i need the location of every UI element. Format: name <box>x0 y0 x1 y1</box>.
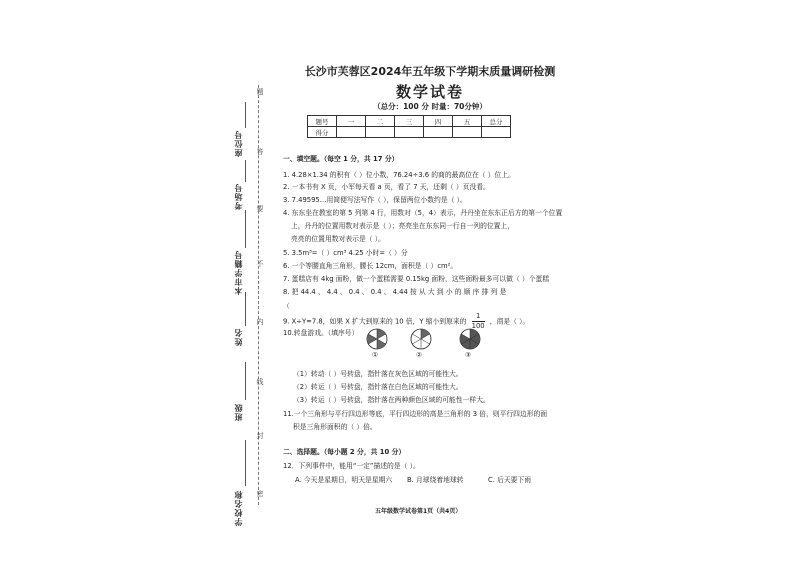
binding-mark: 密 <box>256 490 264 497</box>
binding-mark: 题 <box>256 88 264 95</box>
option-c: C. 后天要下雨 <box>488 476 532 484</box>
question-2: 2. 一本书有 X 页，小军每天看 a 页，看了 7 天，还剩（ ）页没看。 <box>283 183 490 191</box>
binding-mark: 封 <box>256 432 264 439</box>
binding-mark: 不 <box>256 260 264 267</box>
question-4-line1: 4. 东东坐在教室的第 5 列第 4 行，用数对（5，4）表示，丹丹坐在东东正后方的第一个位置 <box>283 209 563 217</box>
question-10: 10.转盘游戏。（填序号） <box>283 329 359 337</box>
question-8-line1: 8. 把 44.4 、 4.4̇ 、 0.4 、 0.4̇ 、 4.44 按 从 大 到 小 的 顺 序 排 列 是 <box>283 288 507 296</box>
question-8-line2: （ <box>283 302 290 310</box>
question-4-line3: 亮亮的位置用数对表示是（ ）。 <box>291 235 385 243</box>
binding-mark: 要 <box>256 205 264 212</box>
question-11-line2: 积是三角形面积的（ ）倍。 <box>293 423 377 431</box>
score-cell[interactable] <box>424 127 453 138</box>
question-9-text: 9. X÷Y=7.8，如果 X 扩大到原来的 10 倍，Y 缩小到原来的 <box>283 317 467 326</box>
score-table-header-row <box>308 116 511 127</box>
question-3: 3. 7.49595…用简便写法写作（ ），保留两位小数约是（ ）。 <box>283 196 467 204</box>
score-cell[interactable] <box>337 127 366 138</box>
option-b: B. 月球绕着地球转 <box>407 476 464 484</box>
school-id-line <box>245 210 246 248</box>
score-cell[interactable] <box>482 127 511 138</box>
score-cell[interactable] <box>395 127 424 138</box>
score-cell[interactable] <box>453 127 482 138</box>
question-12: 12．下列事件中，能用“一定”描述的是（ ）。 <box>283 462 420 470</box>
class-line <box>245 362 246 400</box>
question-10-1: （1）转动（ ）号转盘，指针落在灰色区域的可能性大。 <box>293 370 463 378</box>
binding-mark: 内 <box>256 318 264 325</box>
room-line <box>245 160 246 182</box>
binding-mark: 线 <box>256 378 264 385</box>
school-id-label: 本市学籍号 <box>234 250 243 295</box>
seat-line <box>245 102 246 128</box>
seat-label: 座位号 <box>234 130 243 157</box>
class-label: 班级 <box>234 403 243 421</box>
section2-heading: 二、选择题。（每小题 2 分，共 10 分） <box>283 448 406 456</box>
spinner-wheel-1 <box>366 328 388 350</box>
score-table-header: 五 <box>453 116 482 127</box>
question-1: 1. 4.28×1.34 的积有（ ）位小数，76.24÷3.6 的商的最高位在（ ）位上。 <box>283 171 515 179</box>
spinner-wheel-3 <box>459 328 481 350</box>
score-table <box>307 115 511 138</box>
question-11-line1: 11.一个三角形与平行四边形等底，平行四边形的高是三角形的 3 倍，则平行四边形的面 <box>283 410 548 418</box>
question-5: 5. 3.5m³=（ ）cm³ 4.25 小时=（ ）分 <box>283 249 408 257</box>
option-a: A. 今天是星期日，明天是星期六 <box>295 476 393 484</box>
score-table-header: 总分 <box>482 116 511 127</box>
binding-mark: 答 <box>256 148 264 155</box>
exam-subject: 数学试卷 <box>395 83 464 101</box>
question-7: 7. 蛋糕店有 4kg 面粉，做一个蛋糕需要 0.15kg 面粉，这些面粉最多可以做（ ）个蛋糕 <box>283 275 550 283</box>
wheel-label-2: ② <box>416 351 423 359</box>
section1-heading: 一、填空题。（每空 1 分，共 17 分） <box>283 155 399 163</box>
score-row-label: 得分 <box>308 127 337 138</box>
wheel-label-1: ① <box>372 351 379 359</box>
school-name-label: 学校名称 <box>234 490 243 526</box>
score-table-header: 题号 <box>308 116 337 127</box>
wheel-label-3: ③ <box>465 351 472 359</box>
question-4-line2: 上，丹丹的位置用数对表示是（ ）；亮亮坐在东东同一行自一列的位置上， <box>291 222 515 230</box>
score-table-header: 二 <box>366 116 395 127</box>
score-table-header: 四 <box>424 116 453 127</box>
school-name-line <box>245 440 246 486</box>
fraction-denominator: 100 <box>471 322 485 330</box>
name-line <box>245 292 246 326</box>
fraction-numerator: 1 <box>472 312 485 322</box>
score-cell[interactable] <box>366 127 395 138</box>
spinner-wheel-2 <box>410 328 432 350</box>
question-9-end: ，商是（ ）。 <box>489 317 530 326</box>
question-10-3: （3）转运（ ）号转盘，指针落在两种颜色区域的可能性一样大。 <box>293 396 490 404</box>
score-table-row <box>308 127 511 138</box>
question-10-2: （2）转运（ ）号转盘，指针落在白色区域的可能性大。 <box>293 383 463 391</box>
page-footer: 五年级数学试卷第1页（共4页） <box>375 508 462 515</box>
score-table-header: 一 <box>337 116 366 127</box>
exam-meta: （总分：100 分 时量：70分钟） <box>373 102 487 111</box>
name-label: 姓名 <box>234 328 243 346</box>
exam-title: 长沙市芙蓉区2024年五年级下学期末质量调研检测 <box>304 65 556 78</box>
room-label: 考场号 <box>234 183 243 210</box>
score-table-header: 三 <box>395 116 424 127</box>
question-6: 6. 一个等腰直角三角形，腰长 12cm，面积是（ ）cm²。 <box>283 262 458 270</box>
